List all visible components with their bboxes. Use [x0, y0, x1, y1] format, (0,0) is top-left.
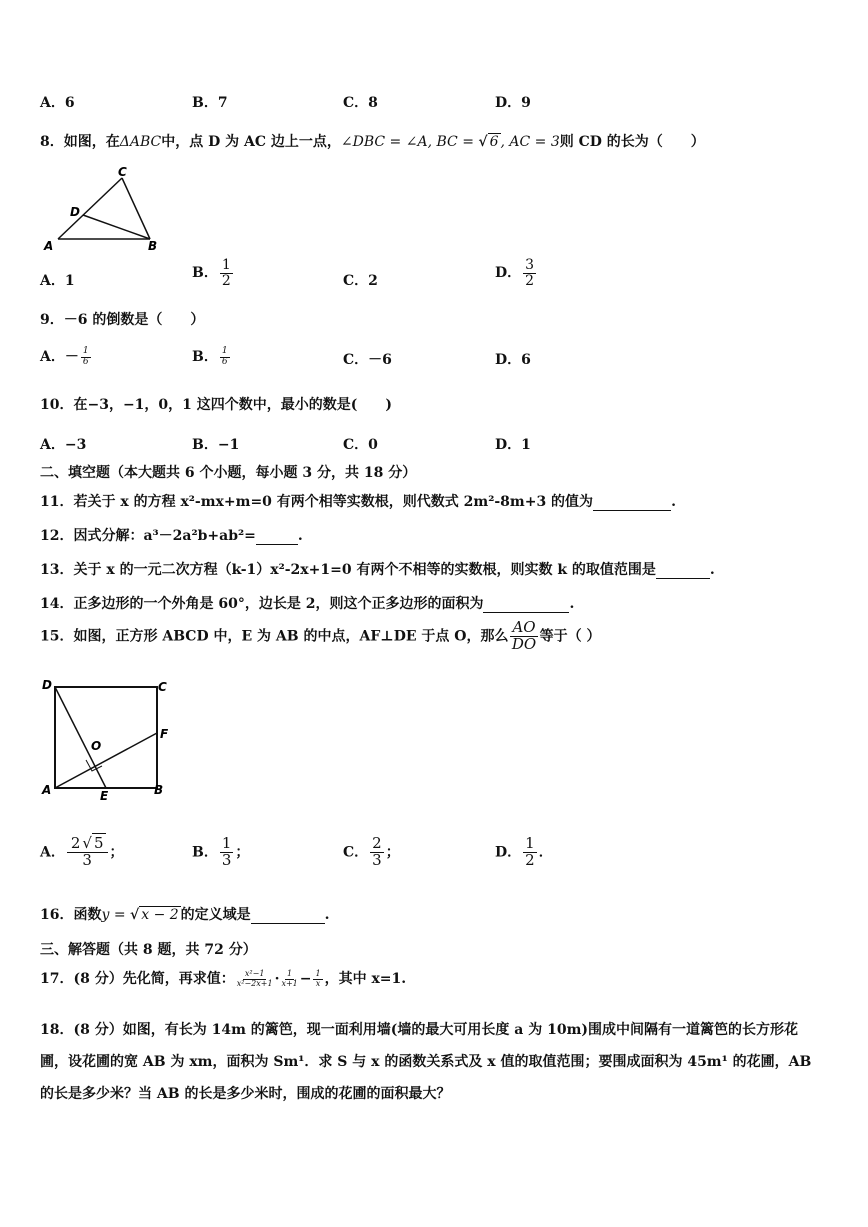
q15-label-f: F — [160, 727, 169, 741]
q18-line-2: 圃，设花圃的宽 AB 为 xm，面积为 Sm¹．求 S 与 x 的函数关系式及 x 值的取值范围；要围成面积为 45m¹ 的花圃，AB — [40, 1054, 812, 1070]
q7-option-b: B．7 — [192, 95, 228, 111]
q8-option-a: A．1 — [40, 273, 75, 289]
q8-label-b: B — [148, 239, 158, 253]
q9-stem: 9．－6 的倒数是（ ） — [40, 312, 205, 328]
q8-label-a: A — [44, 239, 54, 253]
q9-option-d: D．6 — [495, 352, 531, 368]
q13-blank — [656, 564, 710, 579]
q8-label-c: C — [118, 165, 127, 179]
q15-label-o: O — [91, 739, 102, 753]
q14-stem: 14．正多边形的一个外角是 60°，边长是 2，则这个正多边形的面积为 . — [40, 596, 575, 612]
q8-option-c: C．2 — [343, 273, 378, 289]
q11-blank — [593, 496, 671, 511]
q18-line-3: 的长是多少米？当 AB 的长是多少米时，围成的花圃的面积最大？ — [40, 1086, 451, 1102]
q9-option-b: B． $\frac{1}{6}$ — [192, 346, 228, 367]
q10-option-c: C．0 — [343, 437, 378, 453]
q10-stem: 10．在−3，−1，0，1 这四个数中，最小的数是( ) — [40, 397, 393, 413]
section-3-heading: 三、解答题（共 8 题，共 72 分） — [40, 942, 257, 958]
q7-option-a: A．6 — [40, 95, 75, 111]
q11-stem: 11．若关于 x 的方程 x²-mx+m=0 有两个相等实数根，则代数式 2m²-8m+3 的值为 . — [40, 494, 676, 510]
q10-option-b: B．−1 — [192, 437, 240, 453]
q14-blank — [483, 598, 569, 613]
q15-label-d: D — [42, 678, 52, 692]
q7-option-d: D．9 — [495, 95, 531, 111]
q16-blank — [251, 909, 325, 924]
q15-label-e: E — [100, 789, 109, 803]
q8-label-d: D — [70, 205, 80, 219]
q15-label-a: A — [42, 783, 52, 797]
q17-stem: 17．(8 分）先化简，再求值： $\frac{\text{x²−1}}{\text{x²−2x+1}}$ · $\frac{1}{x+1}$ − $\frac{1}{x}$ ，其中 x=1. — [40, 969, 407, 988]
q10-option-d: D．1 — [495, 437, 531, 453]
q15-label-c: C — [158, 680, 167, 694]
q8-stem: 8．如图，在ΔABC中，点 D 为 AC 边上一点，∠DBC = ∠A, BC = √ 6 , AC = 3则 CD 的长为（ ） — [40, 134, 705, 150]
q10-option-a: A．−3 — [40, 437, 87, 453]
q9-option-c: C．－6 — [343, 352, 392, 368]
q15-square-figure — [38, 676, 178, 804]
q15-option-c: C． $\frac{2}{3}$ ； — [343, 834, 400, 869]
q16-stem: 16．函数y = √ x − 2 的定义域是 . — [40, 907, 330, 923]
section-2-heading: 二、填空题（本大题共 6 个小题，每小题 3 分，共 18 分） — [40, 465, 417, 481]
q8-option-b: B． $\frac{1}{2}$ — [192, 257, 231, 289]
q15-option-d: D． $\frac{1}{2}$ ． — [495, 834, 553, 869]
q12-blank — [256, 530, 298, 545]
q9-option-a: A．－ $\frac{1}{6}$ — [40, 346, 89, 367]
q8-option-d: D． $\frac{3}{2}$ — [495, 257, 535, 289]
q18-line-1: 18．(8 分）如图，有长为 14m 的篱笆，现一面利用墙(墙的最大可用长度 a 为 10m)围成中间隔有一道篱笆的长方形花 — [40, 1022, 799, 1038]
q15-option-a: A． $\frac{2 √ 5}{3}$ ； — [40, 834, 124, 869]
q7-option-c: C．8 — [343, 95, 378, 111]
q13-stem: 13．关于 x 的一元二次方程（k-1）x²-2x+1=0 有两个不相等的实数根，则实数 k 的取值范围是 . — [40, 562, 715, 578]
q8-triangle-figure — [40, 162, 170, 254]
q15-stem: 15．如图，正方形 ABCD 中，E 为 AB 的中点，AF⊥DE 于点 O，那么 $\frac{AO}{DO}$ 等于（ ） — [40, 618, 601, 653]
q12-stem: 12．因式分解：a³－2a²b+ab²= . — [40, 528, 303, 544]
q15-label-b: B — [154, 783, 164, 797]
q15-option-b: B． $\frac{1}{3}$ ； — [192, 834, 250, 869]
